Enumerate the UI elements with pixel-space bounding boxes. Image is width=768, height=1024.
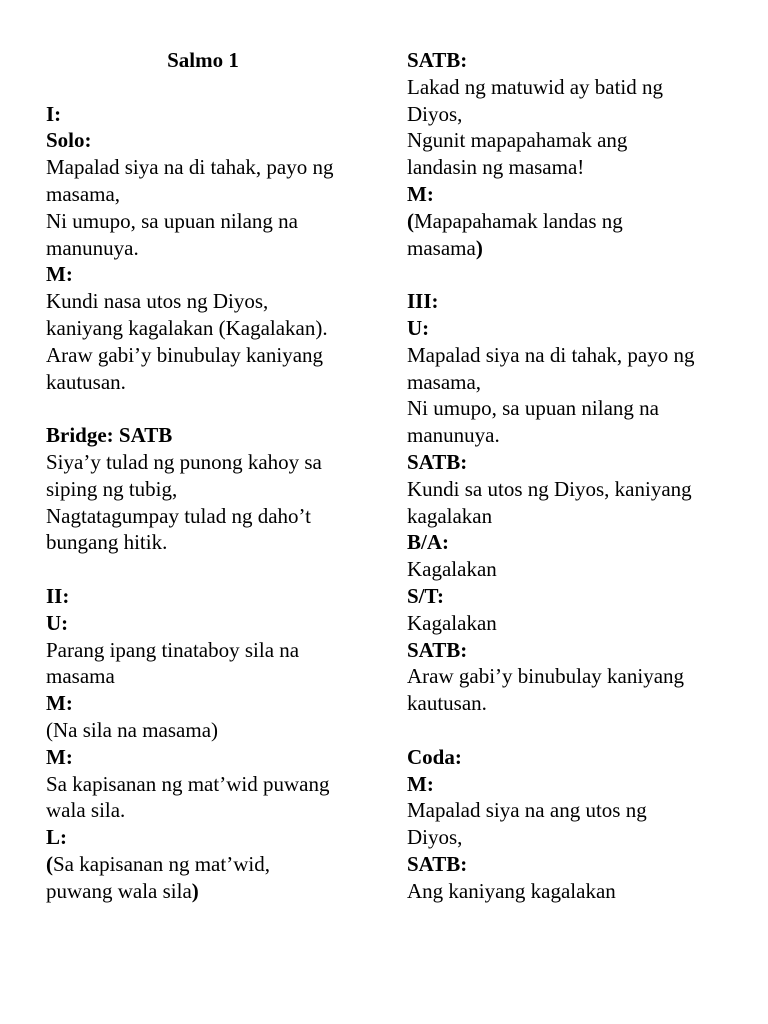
lyric-line bbox=[46, 771, 371, 798]
lyric-text: landasin ng masama! bbox=[407, 155, 585, 180]
lyric-line bbox=[407, 208, 732, 235]
lyric-text: Kagalakan bbox=[407, 610, 497, 635]
lyric-text: Kagalakan bbox=[407, 557, 497, 582]
lyric-line bbox=[407, 663, 732, 690]
section-label: SATB: bbox=[407, 851, 468, 876]
lyric-line bbox=[46, 529, 371, 556]
lyric-line bbox=[46, 637, 371, 664]
lyric-text: Araw gabi’y binubulay kaniyang bbox=[407, 664, 685, 689]
lyric-line bbox=[46, 717, 371, 744]
lyric-text: Kundi nasa utos ng Diyos, bbox=[46, 289, 269, 314]
lyric-line bbox=[407, 127, 732, 154]
section-label: Coda: bbox=[407, 744, 462, 769]
lyric-text: Ngunit mapapahamak ang bbox=[407, 128, 628, 153]
lyric-line bbox=[407, 235, 732, 262]
lyric-text: siping ng tubig, bbox=[46, 476, 178, 501]
section-label: M: bbox=[46, 262, 73, 287]
lyric-text: Mapalad siya na di tahak, payo ng bbox=[46, 155, 334, 180]
section-label: M: bbox=[46, 744, 73, 769]
lyric-text: kautusan. bbox=[46, 369, 126, 394]
lyric-text: Ni umupo, sa upuan nilang na bbox=[46, 208, 298, 233]
section-label: I: bbox=[46, 101, 62, 126]
lyric-line bbox=[46, 181, 371, 208]
lyric-text: (Na sila na masama) bbox=[46, 717, 219, 742]
lyric-text: masama bbox=[407, 235, 476, 260]
lyric-text: Ni umupo, sa upuan nilang na bbox=[407, 396, 659, 421]
lyric-text: wala sila. bbox=[46, 798, 126, 823]
section-label: M: bbox=[407, 771, 434, 796]
section-label: Solo: bbox=[46, 128, 92, 153]
lyric-line bbox=[46, 449, 371, 476]
lyric-text: masama, bbox=[407, 369, 482, 394]
lyric-text: kagalakan bbox=[407, 503, 493, 528]
lyric-line bbox=[407, 154, 732, 181]
lyric-text: Mapapahamak landas ng bbox=[414, 208, 623, 233]
section-label: SATB: bbox=[407, 637, 468, 662]
lyric-text: Mapalad siya na ang utos ng bbox=[407, 798, 647, 823]
lyric-line bbox=[407, 824, 732, 851]
section-label: S/T: bbox=[407, 583, 444, 608]
lyric-text: Diyos, bbox=[407, 101, 463, 126]
lyric-line bbox=[46, 208, 371, 235]
lyric-text: Kundi sa utos ng Diyos, kaniyang bbox=[407, 476, 692, 501]
lyric-line bbox=[46, 315, 371, 342]
lyric-text: manunuya. bbox=[46, 235, 139, 260]
bold-paren: ( bbox=[407, 208, 414, 233]
left-column bbox=[46, 47, 371, 905]
lyric-line bbox=[407, 395, 732, 422]
lyric-line bbox=[46, 878, 371, 905]
stanza-spacer bbox=[407, 261, 732, 288]
lyric-text: Lakad ng matuwid ay batid ng bbox=[407, 74, 664, 99]
lyric-text: bungang hitik. bbox=[46, 530, 168, 555]
section-label: SATB: bbox=[407, 449, 468, 474]
lyric-text: masama, bbox=[46, 181, 121, 206]
section-label: L: bbox=[46, 825, 67, 850]
section-label: II: bbox=[46, 583, 70, 608]
document-title: Salmo 1 bbox=[167, 48, 239, 72]
lyric-line bbox=[46, 503, 371, 530]
section-label: III: bbox=[407, 289, 439, 314]
lyric-line bbox=[407, 342, 732, 369]
section-label: SATB: bbox=[407, 48, 468, 72]
lyric-line bbox=[407, 369, 732, 396]
lyric-line bbox=[407, 610, 732, 637]
lyric-text: manunuya. bbox=[407, 423, 500, 448]
lyric-line bbox=[46, 288, 371, 315]
lyric-line bbox=[407, 556, 732, 583]
lyric-line bbox=[46, 663, 371, 690]
lyric-line bbox=[407, 101, 732, 128]
lyric-line bbox=[407, 476, 732, 503]
lyric-text: Ang kaniyang kagalakan bbox=[407, 878, 616, 903]
lyric-line bbox=[46, 369, 371, 396]
stanza-spacer bbox=[46, 395, 371, 422]
lyric-line bbox=[407, 797, 732, 824]
bold-paren: ) bbox=[475, 235, 483, 260]
lyric-text: Mapalad siya na di tahak, payo ng bbox=[407, 342, 695, 367]
bold-paren: ( bbox=[46, 851, 53, 876]
section-label: U: bbox=[407, 315, 430, 340]
section-label: U: bbox=[46, 610, 69, 635]
lyric-line bbox=[407, 503, 732, 530]
section-label: Bridge: SATB bbox=[46, 423, 173, 448]
lyric-text: masama bbox=[46, 664, 115, 689]
lyric-text: Araw gabi’y binubulay kaniyang bbox=[46, 342, 324, 367]
lyric-text: Sa kapisanan ng mat’wid, bbox=[53, 851, 270, 876]
lyric-text: Siya’y tulad ng punong kahoy sa bbox=[46, 449, 322, 474]
lyric-text: Parang ipang tinataboy sila na bbox=[46, 637, 300, 662]
lyric-text: puwang wala sila bbox=[46, 878, 192, 903]
lyric-line bbox=[407, 422, 732, 449]
stanza-spacer bbox=[46, 74, 371, 101]
lyric-line bbox=[407, 690, 732, 717]
lyric-text: kautusan. bbox=[407, 691, 487, 716]
lyric-text: Sa kapisanan ng mat’wid puwang bbox=[46, 771, 330, 796]
lyric-line bbox=[46, 476, 371, 503]
lyric-line bbox=[46, 154, 371, 181]
lyric-line bbox=[407, 878, 732, 905]
right-column bbox=[407, 47, 732, 905]
lyric-text: Diyos, bbox=[407, 825, 463, 850]
lyric-text: Nagtatagumpay tulad ng daho’t bbox=[46, 503, 311, 528]
lyric-line bbox=[46, 342, 371, 369]
stanza-spacer bbox=[407, 717, 732, 744]
bold-paren: ) bbox=[191, 878, 199, 903]
lyric-line bbox=[407, 74, 732, 101]
lyric-line bbox=[46, 235, 371, 262]
stanza-spacer bbox=[46, 556, 371, 583]
section-label: M: bbox=[407, 181, 434, 206]
lyric-text: kaniyang kagalakan (Kagalakan). bbox=[46, 315, 328, 340]
section-label: M: bbox=[46, 691, 73, 716]
section-label: B/A: bbox=[407, 530, 449, 555]
lyric-line bbox=[46, 797, 371, 824]
lyric-line bbox=[46, 851, 371, 878]
